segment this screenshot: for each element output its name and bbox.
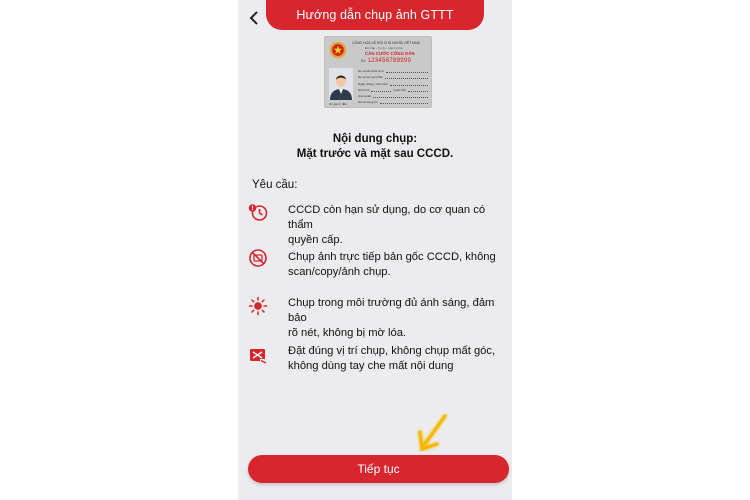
card-info-line: Họ và tên khai sinh (358, 67, 428, 73)
id-card-illustration (324, 36, 432, 108)
card-number-label: Số (361, 59, 366, 63)
back-button[interactable] (246, 8, 262, 28)
card-info-lines (358, 67, 428, 104)
content-title-line1: Nội dung chụp: (332, 133, 418, 145)
card-number (361, 57, 411, 64)
requirement-text: Đặt đúng vị trí chụp, không chụp mất góc, không dùng tay che mất nội dung (288, 345, 496, 372)
sun-icon (248, 296, 268, 316)
phone-screen (238, 0, 512, 500)
person-avatar-icon (329, 68, 353, 100)
requirement-text: Chụp trong môi trường đủ ánh sáng, đảm bảo rõ nét, không bị mờ lóa. (288, 297, 495, 339)
card-info-line: Ngày, tháng, năm sinh (358, 79, 428, 85)
card-number-value: 123456789999 (367, 57, 412, 64)
card-expiry: Có giá trị đến (329, 102, 347, 106)
card-header-line2: Độc lập - Tự do - Hạnh phúc (365, 45, 403, 50)
continue-button[interactable]: Tiếp tục (248, 455, 509, 483)
requirement-text: Chụp ảnh trực tiếp bản gốc CCCD, không scan/copy/ảnh chụp. (288, 251, 496, 278)
content-title-line2: Mặt trước và mặt sau CCCD. (296, 148, 454, 160)
requirement-text: CCCD còn hạn sử dụng, do cơ quan có thẩm quyền cấp. (288, 204, 486, 246)
page-title: Hướng dẫn chụp ảnh GTTT (296, 8, 454, 22)
content-title (238, 132, 512, 162)
card-info-line: Nơi thường trú (358, 98, 428, 104)
no-copy-icon (248, 248, 268, 268)
cropped-card-icon (248, 345, 268, 365)
card-info-line: Quê quán (358, 92, 428, 98)
requirements-heading: Yêu cầu: (252, 179, 298, 191)
card-header-line1: CỘNG HOÀ XÃ HỘI CHỦ NGHĨA VIỆT NAM (352, 41, 420, 45)
national-emblem-icon (329, 41, 347, 59)
card-info-line: Họ và tên gọi khác (358, 73, 428, 79)
header-banner (266, 0, 484, 30)
card-portrait (329, 68, 353, 100)
card-info-line: Giới tính Quốc tịch (358, 86, 428, 92)
card-title: CĂN CƯỚC CÔNG DÂN (365, 51, 415, 56)
chevron-left-icon (249, 11, 259, 25)
clock-warning-icon (248, 202, 268, 222)
arrow-down-left-icon (412, 412, 452, 456)
